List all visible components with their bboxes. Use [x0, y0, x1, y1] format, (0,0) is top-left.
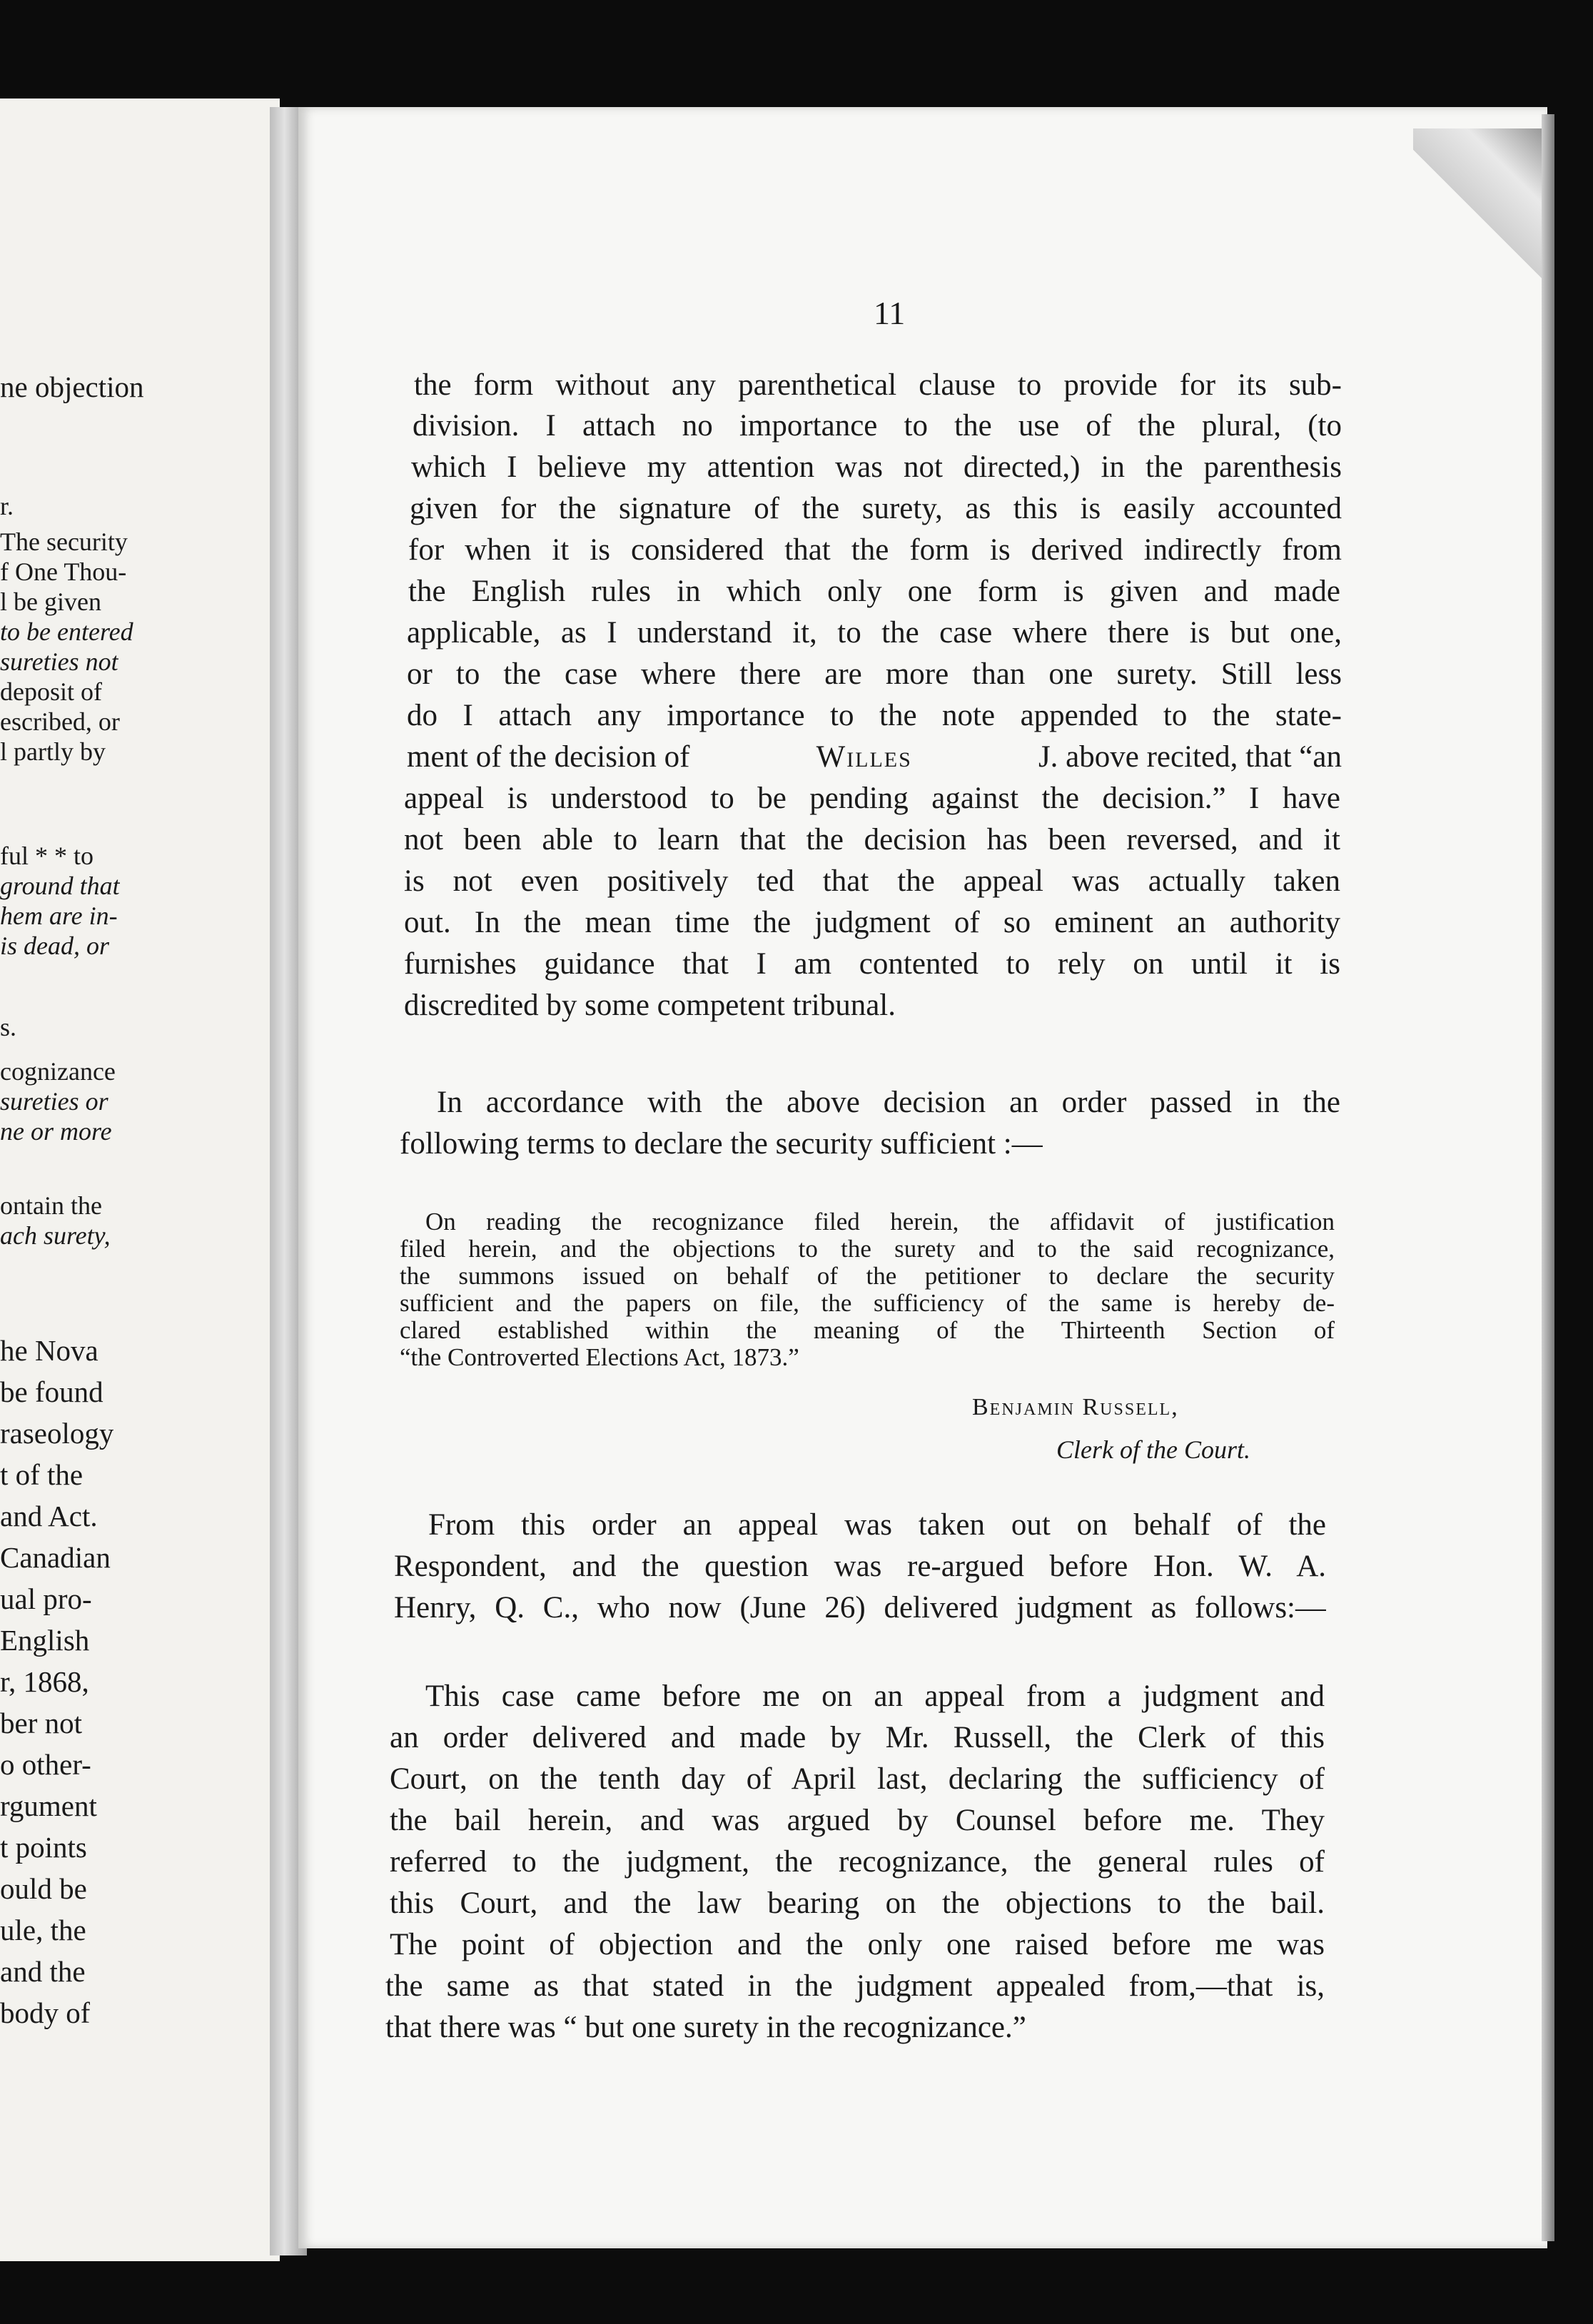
- text-line: not been able to learn that the decision has been reversed, and it: [404, 823, 1340, 857]
- text-line: filed herein, and the objections to the surety and to the said recognizance,: [400, 1235, 1335, 1263]
- text-line: the English rules in which only one form is given and made: [408, 575, 1340, 608]
- left-fragment: r, 1868,: [0, 1665, 89, 1698]
- left-fragment: to be entered: [0, 617, 133, 646]
- left-fragment: Canadian: [0, 1541, 111, 1574]
- text-line: From this order an appeal was taken out on behalf of the: [428, 1508, 1326, 1542]
- text-line: “the Controverted Elections Act, 1873.”: [400, 1343, 799, 1371]
- left-fragment: be found: [0, 1375, 103, 1408]
- left-fragment: The security: [0, 527, 128, 556]
- text-line: [407, 739, 1342, 774]
- text-line: division. I attach no importance to the use of the plural, (to: [413, 409, 1342, 443]
- text-line: clared established within the meaning of the Thirteenth Section of: [400, 1316, 1335, 1344]
- text-line: Henry, Q. C., who now (June 26) delivered judgment as follows:—: [394, 1591, 1326, 1625]
- text-line: applicable, as I understand it, to the case where there is but one,: [407, 616, 1342, 650]
- left-fragment: ground that: [0, 872, 120, 900]
- left-fragment: body of: [0, 1996, 91, 2029]
- text-line: The point of objection and the only one raised before me was: [390, 1928, 1325, 1961]
- text-line: the summons issued on behalf of the petitioner to declare the security: [400, 1262, 1335, 1290]
- signature-title: Clerk of the Court.: [1056, 1435, 1250, 1464]
- text-line: referred to the judgment, the recognizance, the general rules of: [390, 1845, 1325, 1879]
- left-fragment: l partly by: [0, 737, 106, 766]
- left-fragment: raseology: [0, 1417, 114, 1450]
- left-fragment: ontain the: [0, 1191, 102, 1220]
- left-fragment: sureties or: [0, 1087, 108, 1116]
- left-fragment: hem are in-: [0, 901, 118, 930]
- text-line: the bail herein, and was argued by Counsel before me. They: [390, 1804, 1325, 1837]
- text-line: the form without any parenthetical clause to provide for its sub-: [414, 368, 1342, 402]
- left-fragment: rgument: [0, 1789, 97, 1822]
- text-line: the same as that stated in the judgment appealed from,—that is,: [385, 1969, 1325, 2003]
- text-line: an order delivered and made by Mr. Russell, the Clerk of this: [390, 1721, 1325, 1754]
- text-line: for when it is considered that the form is derived indirectly from: [408, 533, 1342, 567]
- left-fragment: o other-: [0, 1748, 91, 1781]
- page-edge: [1542, 114, 1554, 2241]
- text-line: discredited by some competent tribunal.: [404, 989, 896, 1022]
- text-line: This case came before me on an appeal from a judgment and: [425, 1679, 1325, 1713]
- left-fragment: ber not: [0, 1707, 82, 1739]
- text-line: Court, on the tenth day of April last, declaring the sufficiency of: [390, 1762, 1325, 1796]
- left-fragment: ach surety,: [0, 1221, 111, 1250]
- left-fragment: ne or more: [0, 1117, 112, 1146]
- left-fragment: f One Thou-: [0, 557, 127, 586]
- text-line: or to the case where there are more than one surety. Still less: [407, 657, 1342, 691]
- left-fragment: ould be: [0, 1872, 87, 1905]
- left-fragment: s.: [0, 1013, 17, 1041]
- text-line: do I attach any importance to the note appended to the state-: [407, 699, 1342, 732]
- text-line: On reading the recognizance filed herein, the affidavit of justification: [425, 1208, 1335, 1236]
- left-fragment: ne objection: [0, 370, 144, 403]
- left-fragment: t of the: [0, 1458, 84, 1491]
- text-line: this Court, and the law bearing on the objections to the bail.: [390, 1886, 1325, 1920]
- left-fragment: ule, the: [0, 1914, 86, 1946]
- left-fragment: t points: [0, 1831, 87, 1864]
- left-fragment: he Nova: [0, 1334, 98, 1367]
- left-facing-page: [0, 98, 280, 2261]
- text-segment: ment of the decision of: [407, 740, 690, 774]
- text-line: In accordance with the above decision an order passed in the: [437, 1086, 1340, 1119]
- text-line: out. In the mean time the judgment of so eminent an authority: [404, 906, 1340, 939]
- text-line: appeal is understood to be pending against the decision.” I have: [404, 782, 1340, 815]
- text-line: sufficient and the papers on file, the sufficiency of the same is hereby de-: [400, 1289, 1335, 1317]
- signature-name: Benjamin Russell,: [972, 1394, 1179, 1420]
- text-line: following terms to declare the security sufficient :—: [400, 1127, 1043, 1161]
- left-fragment: sureties not: [0, 647, 118, 676]
- page-number: 11: [874, 295, 906, 331]
- corner-fold: [1413, 128, 1542, 300]
- text-line: given for the signature of the surety, as this is easily accounted: [410, 492, 1342, 525]
- text-line: is not even positively ted that the appeal was actually taken: [404, 864, 1340, 898]
- left-fragment: and Act.: [0, 1500, 98, 1532]
- left-fragment: ual pro-: [0, 1582, 92, 1615]
- text-line: Respondent, and the question was re-argued before Hon. W. A.: [394, 1550, 1326, 1583]
- text-line: that there was “ but one surety in the recognizance.”: [385, 2011, 1026, 2044]
- left-fragment: cognizance: [0, 1057, 116, 1086]
- left-fragment: is dead, or: [0, 931, 109, 960]
- left-fragment: escribed, or: [0, 707, 120, 736]
- left-fragment: and the: [0, 1955, 86, 1988]
- left-fragment: English: [0, 1624, 90, 1657]
- text-segment: J. above recited, that “an: [1038, 740, 1342, 774]
- text-line: furnishes guidance that I am contented to rely on until it is: [404, 947, 1340, 981]
- left-fragment: l be given: [0, 587, 101, 616]
- text-line: which I believe my attention was not directed,) in the parenthesis: [411, 450, 1342, 484]
- judge-name: Willes: [816, 740, 912, 774]
- left-fragment: r.: [0, 492, 14, 520]
- left-fragment: ful * * to: [0, 842, 93, 870]
- left-fragment: deposit of: [0, 677, 102, 706]
